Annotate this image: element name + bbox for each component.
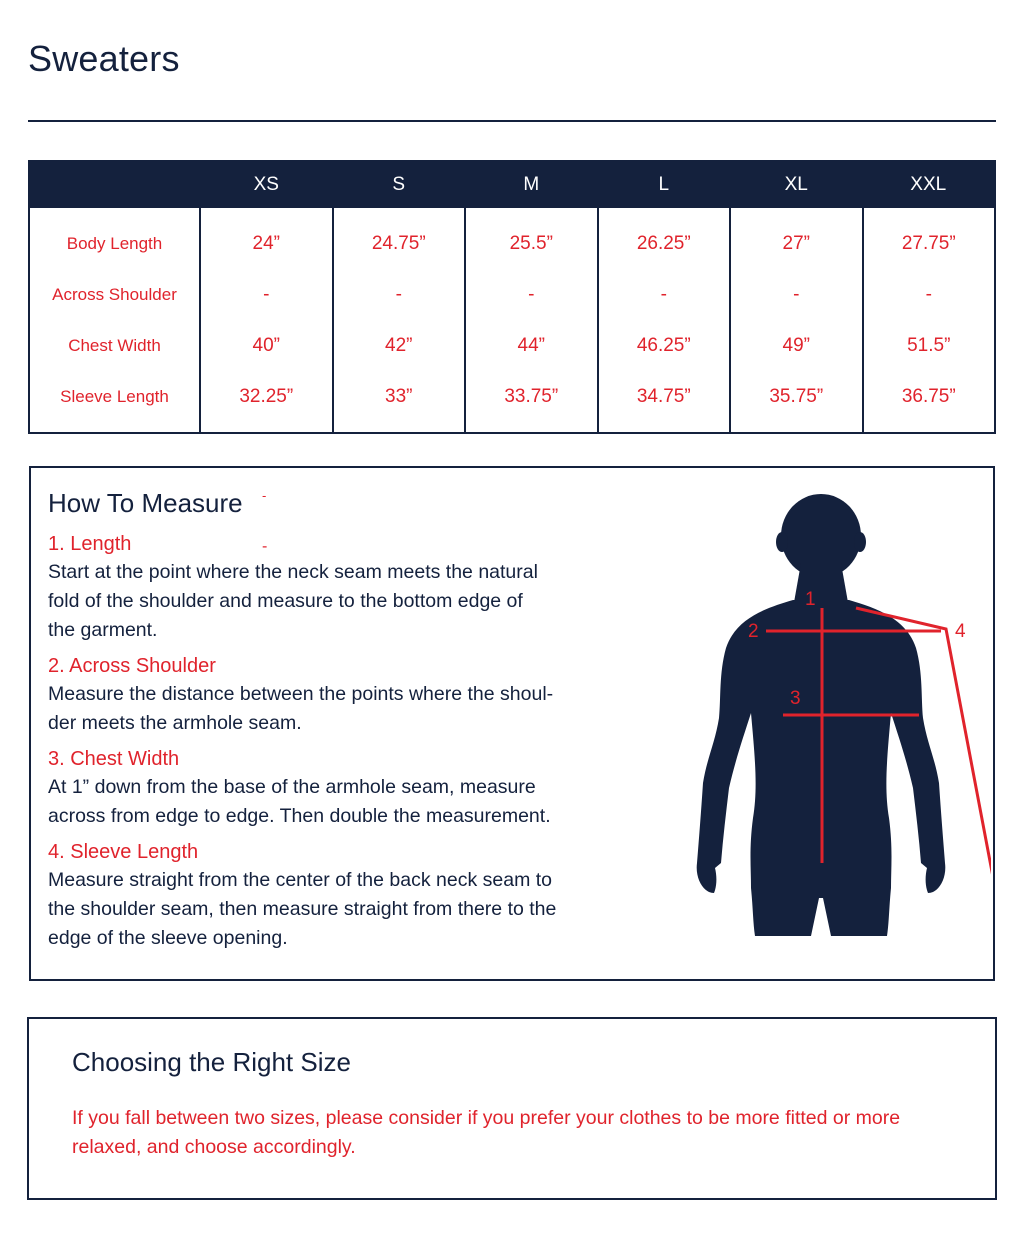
table-cell: - (333, 269, 466, 320)
how-to-measure-heading: How To Measure (48, 488, 243, 518)
table-cell: 49” (730, 320, 863, 371)
label-1: 1 (805, 589, 816, 610)
table-cell: 46.25” (598, 320, 731, 371)
table-cell: - (730, 269, 863, 320)
label-3: 3 (790, 688, 801, 709)
size-header-xs: XS (200, 161, 333, 208)
body-measurement-figure (691, 488, 991, 948)
table-cell: - (200, 269, 333, 320)
page-title: Sweaters (28, 38, 180, 79)
measure-step-across-shoulder (48, 652, 658, 738)
table-cell: - (863, 269, 996, 320)
measure-steps-list (48, 530, 658, 960)
table-cell: 51.5” (863, 320, 996, 371)
table-cell: 25.5” (465, 208, 598, 269)
step-title: 2. Across Shoulder (48, 655, 216, 677)
choosing-size-text: If you fall between two sizes, please consider if you prefer your clothes to be more fitted or more relaxed, and choose accordingly. (72, 1107, 901, 1158)
how-to-measure-panel (29, 466, 995, 981)
size-header-xxl: XXL (863, 161, 996, 208)
heading-mark: - (262, 488, 267, 503)
label-4: 4 (955, 621, 966, 642)
row-label: Body Length (66, 233, 163, 253)
measure-step-length (48, 530, 658, 645)
table-cell: 42” (333, 320, 466, 371)
table-row-across-shoulder (29, 269, 995, 320)
table-cell: 27” (730, 208, 863, 269)
length-mark: - (262, 538, 268, 555)
choosing-size-panel (27, 1017, 997, 1200)
measure-step-sleeve-length (48, 838, 658, 953)
table-cell: 24” (200, 208, 333, 269)
size-chart-table (28, 160, 996, 434)
table-cell: 34.75” (598, 371, 731, 433)
header-corner-cell (29, 161, 200, 208)
row-label: Across Shoulder (52, 284, 177, 304)
step-description: At 1” down from the base of the armhole seam, measure across from edge to edge. Then double the measurement. (48, 776, 551, 827)
measure-step-chest-width (48, 745, 658, 831)
table-cell: 27.75” (863, 208, 996, 269)
size-header-s: S (333, 161, 466, 208)
table-cell: - (465, 269, 598, 320)
table-cell: 33.75” (465, 371, 598, 433)
table-cell: 35.75” (730, 371, 863, 433)
table-cell: 36.75” (863, 371, 996, 433)
step-description: Start at the point where the neck seam meets the natural fold of the shoulder and measure to the bottom edge of the garment. (48, 561, 538, 641)
step-title: 4. Sleeve Length (48, 841, 199, 863)
title-divider (28, 120, 996, 122)
table-cell: 26.25” (598, 208, 731, 269)
table-cell: 24.75” (333, 208, 466, 269)
table-cell: 32.25” (200, 371, 333, 433)
size-header-m: M (465, 161, 598, 208)
step-description: Measure straight from the center of the back neck seam to the shoulder seam, then measure straight from there to the edge of the sleeve opening. (48, 869, 557, 949)
step-description: Measure the distance between the points where the shoul- der meets the armhole seam. (48, 683, 554, 734)
size-header-row (29, 161, 995, 208)
table-cell: 44” (465, 320, 598, 371)
table-row-chest-width (29, 320, 995, 371)
size-header-l: L (598, 161, 731, 208)
choosing-size-heading: Choosing the Right Size (72, 1047, 351, 1077)
table-cell: 33” (333, 371, 466, 433)
label-2: 2 (748, 621, 759, 642)
step-title: 3. Chest Width (48, 748, 180, 770)
row-label: Sleeve Length (60, 386, 169, 406)
table-row-sleeve-length (29, 371, 995, 433)
size-header-xl: XL (730, 161, 863, 208)
table-cell: 40” (200, 320, 333, 371)
table-row-body-length (29, 208, 995, 269)
table-cell: - (598, 269, 731, 320)
step-title: 1. Length (48, 533, 132, 555)
row-label: Chest Width (68, 335, 161, 355)
